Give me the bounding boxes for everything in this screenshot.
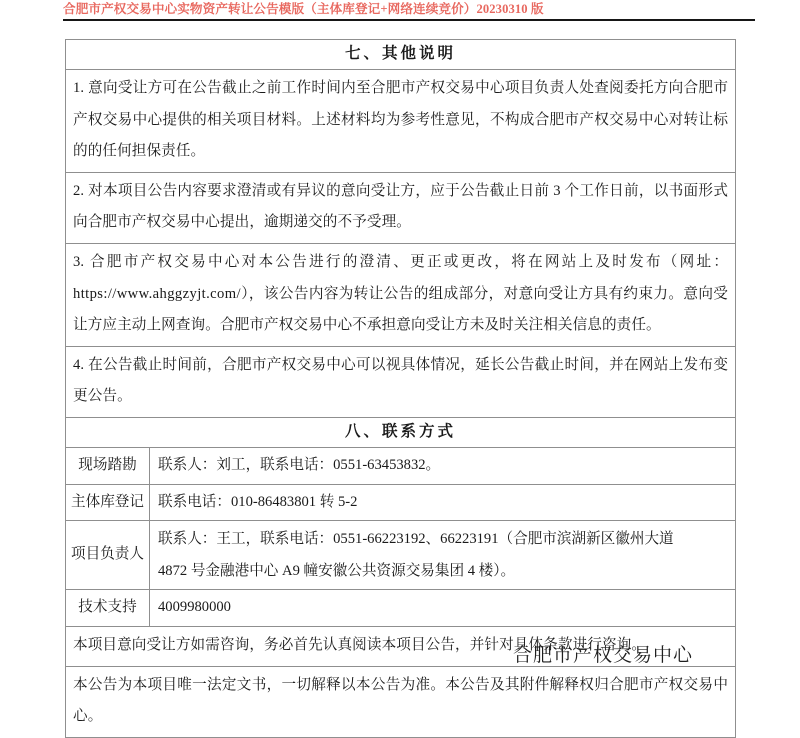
paragraph-row-4 (66, 346, 736, 417)
closing-row-2 (66, 666, 736, 737)
paragraph-row-2 (66, 172, 736, 243)
signature-block (0, 643, 735, 669)
signature-organization-name: 合肥市产权交易中心 (512, 645, 693, 666)
running-header-text: 合肥市产权交易中心实物资产转让公告模版（主体库登记+网络连续竞价）20230310 版 (63, 2, 544, 16)
section-other-title-cell (66, 40, 736, 70)
paragraph-cell-4 (66, 346, 736, 417)
section-other-title: 七、其他说明 (345, 45, 457, 62)
announcement-website-url[interactable]: https://www.ahggzyjt.com/ (73, 285, 241, 302)
paragraph-cell-1 (66, 70, 736, 173)
contact-value-registry (150, 484, 736, 521)
paragraph-3-after-url: ），该公告内容为转让公告的组成部分，对意向受让方具有约束力。意向受让方应主动上网查询。合肥市产权交易中心不承担意向受让方未及时关注相关信息的责任。 (73, 285, 729, 334)
contact-value-tech-support (150, 590, 736, 627)
announcement-table (65, 39, 736, 738)
contact-label-text: 主体库登记 (71, 493, 144, 510)
contact-label-text: 现场踏勘 (78, 456, 137, 473)
contact-value-text: 联系电话：010-86483801 转 5-2 (158, 493, 358, 510)
contact-value-project-manager (150, 521, 736, 590)
other-paragraph-3 (73, 247, 728, 342)
contact-value-text: 联系人：刘工，联系电话：0551-63453832。 (158, 456, 441, 473)
contact-value-text-line2: 4872 号金融港中心 A9 幢安徽公共资源交易集团 4 楼）。 (158, 562, 516, 579)
paragraph-cell-3 (66, 243, 736, 346)
closing-cell-2 (66, 666, 736, 737)
contact-label-text: 技术支持 (78, 599, 137, 616)
other-paragraph-2: 2. 对本项目公告内容要求澄清或有异议的意向受让方，应于公告截止日前 3 个工作日前，以书面形式向合肥市产权交易中心提出，逾期递交的不予受理。 (73, 182, 729, 231)
contact-label-registry (66, 484, 150, 521)
closing-paragraph-2: 本公告为本项目唯一法定文书，一切解释以本公告为准。本公告及其附件解释权归合肥市产权交易中心。 (73, 676, 729, 725)
contact-value-text: 4009980000 (158, 599, 231, 616)
section-heading-row-contact (66, 417, 736, 447)
contact-label-project-manager (66, 521, 150, 590)
contact-label-tech-support (66, 590, 150, 627)
other-paragraph-4: 4. 在公告截止时间前，合肥市产权交易中心可以视具体情况，延长公告截止时间，并在网站上发布变更公告。 (73, 356, 729, 405)
section-contact-title-cell (66, 417, 736, 447)
paragraph-row-1 (66, 70, 736, 173)
paragraph-cell-2 (66, 172, 736, 243)
contact-label-text: 项目负责人 (71, 546, 144, 563)
paragraph-3-before-url: 3. 合肥市产权交易中心对本公告进行的澄清、更正或更改，将在网站上及时发布（网址： (73, 253, 729, 270)
contact-row (66, 484, 736, 521)
contact-value-text-line1: 联系人：王工，联系电话：0551-66223192、66223191（合肥市滨湖新区徽州大道 (158, 531, 674, 548)
section-heading-row-other (66, 40, 736, 70)
contact-row (66, 447, 736, 484)
contact-value-site-visit (150, 447, 736, 484)
running-header (63, 0, 755, 21)
paragraph-row-3 (66, 243, 736, 346)
other-paragraph-1: 1. 意向受让方可在公告截止之前工作时间内至合肥市产权交易中心项目负责人处查阅委托方向合肥市产权交易中心提供的相关项目材料。上述材料均为参考性意见，不构成合肥市产权交易中心对转让标的的任何担保责任。 (73, 80, 729, 160)
contact-row (66, 590, 736, 627)
section-contact-title: 八、联系方式 (345, 422, 457, 440)
closing-paragraph-1: 本项目意向受让方如需咨询，务必首先认真阅读本项目公告，并针对具体条款进行咨询。 (73, 636, 647, 653)
contact-row (66, 521, 736, 590)
contact-label-site-visit (66, 447, 150, 484)
